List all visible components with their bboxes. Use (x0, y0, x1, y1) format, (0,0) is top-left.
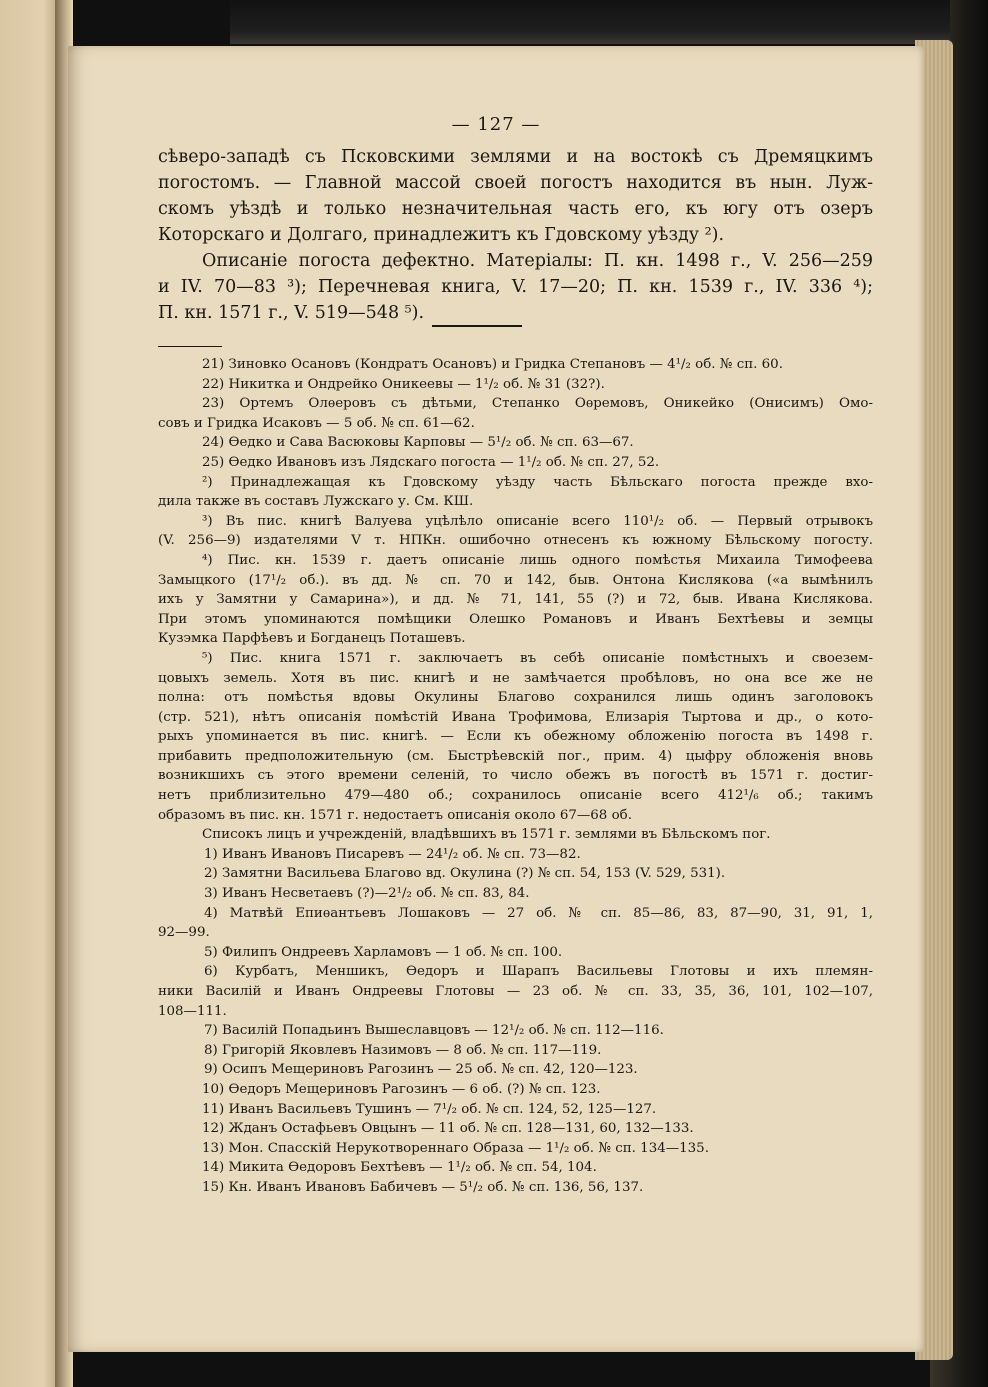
list-item: 10) Ѳедоръ Мещериновъ Рагозинъ — 6 об. (?) № сп. 123. (202, 1081, 601, 1097)
left-page-margin (0, 0, 62, 1387)
note-line: 23) Ортемъ Олѳеровъ съ дѣтьми, Степанко Оѳремовъ, Оникейко (Онисимъ) Омо- (202, 396, 873, 412)
list-item: 15) Кн. Иванъ Ивановъ Бабичевъ — 5¹/₂ об. № сп. 136, 56, 137. (202, 1179, 644, 1195)
main-line: Которскаго и Долгаго, принадлежитъ къ Гдовскому уѣзду ²). (158, 225, 725, 245)
note-line: 25) Ѳедко Ивановъ изъ Лядскаго погоста — 1¹/₂ об. № сп. 27, 52. (202, 454, 660, 470)
note-line: возникшихъ съ этого времени селеній, то число обежъ въ погостѣ въ 1571 г. достиг- (158, 768, 873, 784)
note-line: нетъ приблизительно 479—480 об.; сохранилось описаніе всего 412¹/₆ об.; такимъ (158, 788, 873, 804)
main-line: и IV. 70—83 ³); Перечневая книга, V. 17—20; П. кн. 1539 г., IV. 336 ⁴); (158, 277, 873, 297)
book-page (68, 46, 924, 1352)
note-line: (V. 256—9) издателями V т. НПКн. ошибочно отнесенъ къ южному Бѣльскому погосту. (158, 533, 873, 549)
note-line: ²) Принадлежащая къ Гдовскому уѣзду часть Бѣльскаго погоста прежде вхо- (202, 474, 873, 490)
note-line: 22) Никитка и Ондрейко Оникеевы — 1¹/₂ об. № 31 (32?). (202, 376, 605, 392)
note-line: ихъ у Замятни у Самарина»), и дд. № 71, 141, 55 (?) и 72, быв. Ивана Кислякова. (158, 592, 873, 608)
main-line: погостомъ. — Главной массой своей погостъ находится въ нын. Луж- (158, 173, 873, 193)
list-item: 6) Курбатъ, Меншикъ, Ѳедоръ и Шарапъ Васильевы Глотовы и ихъ племян- (204, 964, 873, 980)
list-item: 3) Иванъ Несветаевъ (?)—2¹/₂ об. № сп. 83, 84. (204, 886, 530, 902)
page-number: — 127 — (451, 114, 541, 135)
list-item: 8) Григорій Яковлевъ Назимовъ — 8 об. № сп. 117—119. (204, 1042, 602, 1058)
note-line: полна: отъ помѣстья вдовы Окулины Благово сохранился лишь одинъ заголовокъ (158, 690, 873, 706)
note-line: ⁴) Пис. кн. 1539 г. даетъ описаніе лишь одного помѣстья Михаила Тимофеева (202, 552, 873, 568)
main-line: сѣверо-западѣ съ Псковскими землями и на востокѣ съ Дремяцкимъ (158, 147, 873, 167)
main-line: скомъ уѣздѣ и только незначительная часть его, къ югу отъ озеръ (158, 199, 873, 219)
list-item: 14) Микита Ѳедоровъ Бехтѣевъ — 1¹/₂ об. № сп. 54, 104. (202, 1160, 597, 1176)
note-line: цовыхъ земель. Хотя въ пис. книгѣ и не замѣчается пробѣловъ, но она все же не (158, 670, 873, 686)
note-line: Списокъ лицъ и учрежденій, владѣвшихъ въ 1571 г. землями въ Бѣльскомъ пог. (202, 827, 771, 843)
list-item: 13) Мон. Спасскій Нерукотвореннаго Образа — 1¹/₂ об. № сп. 134—135. (202, 1140, 709, 1156)
list-item: 2) Замятни Васильева Благово вд. Окулина (?) № сп. 54, 153 (V. 529, 531). (204, 866, 726, 882)
section-divider (432, 325, 522, 327)
note-line: 21) Зиновко Осановъ (Кондратъ Осановъ) и Гридка Степановъ — 4¹/₂ об. № сп. 60. (202, 357, 783, 372)
list-item-continuation: 108—111. (158, 1003, 227, 1019)
note-line: Замыцкого (17¹/₂ об.). въ дд. № сп. 70 и 142, быв. Онтона Кислякова («а вымѣнилъ (158, 572, 873, 588)
list-item: 4) Матвѣй Епиѳантьевъ Лошаковъ — 27 об. № сп. 85—86, 83, 87—90, 31, 91, 1, (204, 905, 873, 921)
footnotes (158, 355, 873, 1198)
footnote-divider (158, 346, 222, 347)
note-line: ³) Въ пис. книгѣ Валуева уцѣлѣло описаніе всего 110¹/₂ об. — Первый отрывокъ (202, 513, 873, 529)
main-line: Описаніе погоста дефектно. Матеріалы: П. кн. 1498 г., V. 256—259 (202, 251, 873, 271)
note-line: (стр. 521), нѣтъ описанія помѣстій Ивана Трофимова, Елизарія Тыртова и др., о кото- (158, 709, 873, 725)
note-line: При этомъ упоминаются помѣщики Олешко Романовъ и Иванъ Бехтѣевы и земцы (158, 611, 873, 627)
note-line: прибавить предположительную (см. Быстрѣевскій пог., прим. 4) цыфру обложенія вновь (158, 748, 873, 764)
note-line: совъ и Гридка Исаковъ — 5 об. № сп. 61—62. (158, 415, 475, 431)
list-item-continuation: ники Василій и Иванъ Ондреевы Глотовы — 23 об. № сп. 33, 35, 36, 101, 102—107, (158, 984, 873, 999)
note-line: рыхъ упоминается въ пис. книгѣ. — Если къ обежному обложенію погоста въ 1498 г. (158, 729, 873, 745)
list-item: 7) Василій Попадьинъ Вышеславцовъ — 12¹/₂ об. № сп. 112—116. (204, 1023, 664, 1039)
list-item: 5) Филипъ Ондреевъ Харламовъ — 1 об. № сп. 100. (204, 944, 563, 960)
list-item: 11) Иванъ Васильевъ Тушинъ — 7¹/₂ об. № сп. 124, 52, 125—127. (202, 1101, 657, 1117)
note-line: Кузэмка Парфѣевъ и Богданецъ Поташевъ. (158, 631, 466, 647)
list-item-continuation: 92—99. (158, 925, 210, 941)
list-item: 1) Иванъ Ивановъ Писаревъ — 24¹/₂ об. № сп. 73—82. (204, 846, 581, 862)
list-item: 12) Жданъ Остафьевъ Овцынъ — 11 об. № сп. 128—131, 60, 132—133. (202, 1121, 694, 1137)
note-line: 24) Ѳедко и Сава Васюковы Карповы — 5¹/₂ об. № сп. 63—67. (202, 435, 634, 451)
note-line: ⁵) Пис. книга 1571 г. заключаетъ въ себѣ описаніе помѣстныхъ и своезем- (202, 650, 873, 666)
main-line: П. кн. 1571 г., V. 519—548 ⁵). (158, 303, 425, 323)
note-line: образомъ въ пис. кн. 1571 г. недостаетъ описанія около 67—68 об. (158, 807, 632, 823)
list-item: 9) Осипъ Мещериновъ Рагозинъ — 25 об. № сп. 42, 120—123. (204, 1062, 638, 1078)
note-line: дила также въ составъ Лужскаго у. См. КШ. (158, 494, 474, 510)
main-text (158, 144, 873, 326)
book-cover-board (230, 0, 950, 44)
